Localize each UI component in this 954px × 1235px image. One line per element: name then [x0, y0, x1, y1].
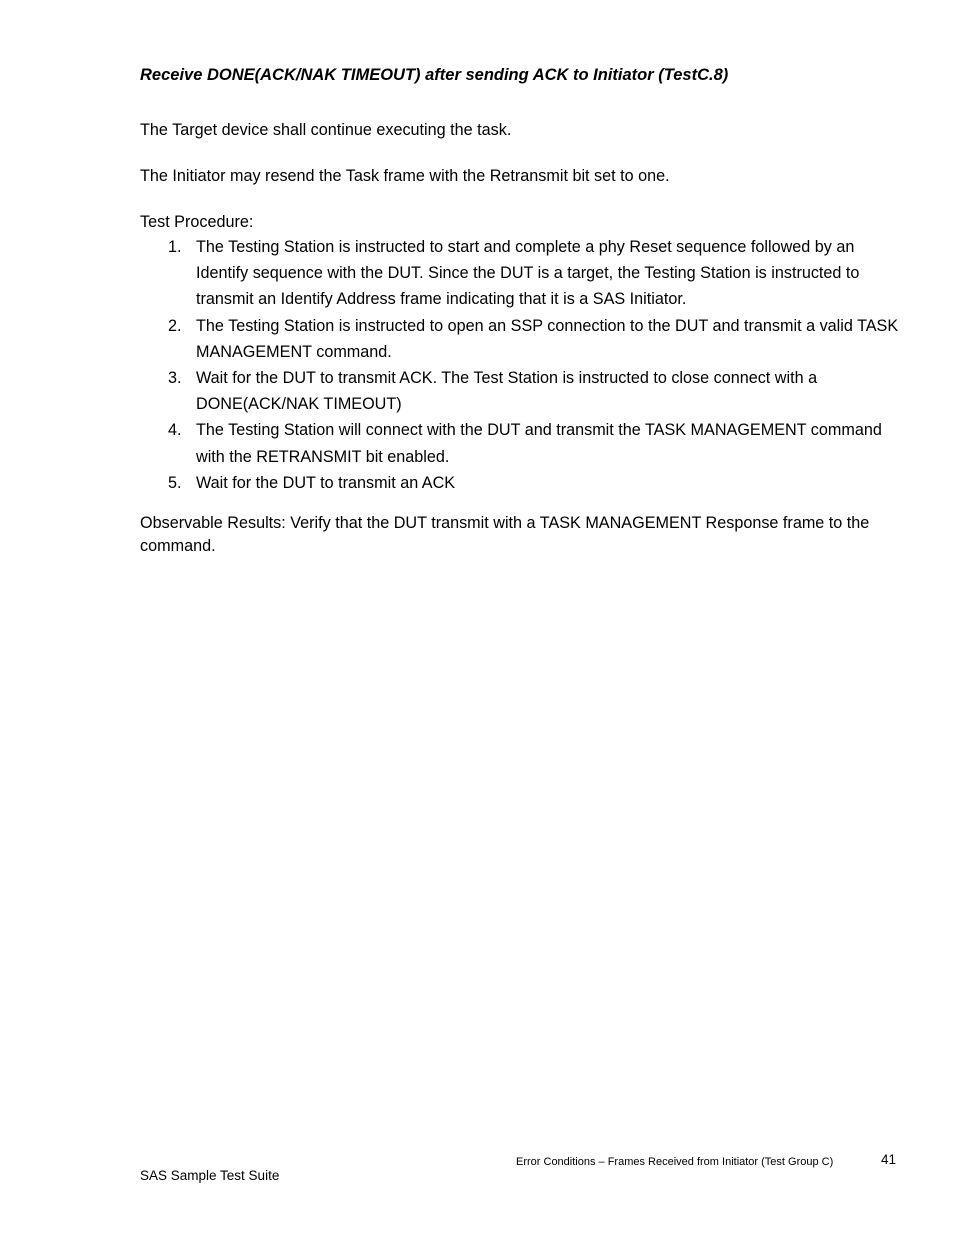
- footer-section-title: Error Conditions – Frames Received from Initiator (Test Group C): [516, 1156, 834, 1168]
- step-text: Wait for the DUT to transmit an ACK: [196, 473, 456, 492]
- step-text: The Testing Station is instructed to start and complete a phy Reset sequence followed by an Identify sequence with the DUT. Since the DUT is a target, the Testing Station is instructed to transmit an Identify Address frame indicating that it is a SAS Initiator.: [196, 238, 860, 309]
- observable-results: Observable Results: Verify that the DUT transmit with a TASK MANAGEMENT Response frame to the command.: [140, 514, 870, 555]
- page-number: 41: [881, 1152, 897, 1167]
- step-number: 4.: [168, 421, 182, 440]
- test-procedure-label: Test Procedure:: [140, 213, 254, 231]
- footer-document-title: SAS Sample Test Suite: [140, 1168, 280, 1183]
- step-number: 5.: [168, 473, 182, 492]
- procedure-step: [140, 365, 900, 417]
- step-text: The Testing Station will connect with the DUT and transmit the TASK MANAGEMENT command with the RETRANSMIT bit enabled.: [196, 421, 882, 466]
- step-number: 1.: [168, 238, 182, 256]
- step-number: 3.: [168, 369, 182, 388]
- step-text: The Testing Station is instructed to open an SSP connection to the DUT and transmit a valid TASK MANAGEMENT command.: [196, 316, 899, 361]
- paragraph-target-behavior: The Target device shall continue executing the task.: [140, 121, 512, 139]
- section-heading: Receive DONE(ACK/NAK TIMEOUT) after sending ACK to Initiator (TestC.8): [140, 66, 729, 84]
- procedure-step: [140, 313, 900, 365]
- procedure-step: [140, 417, 900, 469]
- paragraph-initiator-behavior: The Initiator may resend the Task frame with the Retransmit bit set to one.: [140, 167, 670, 185]
- step-text: Wait for the DUT to transmit ACK. The Test Station is instructed to close connect with a DONE(ACK/NAK TIMEOUT): [196, 369, 818, 414]
- step-number: 2.: [168, 316, 182, 335]
- procedure-step: [140, 234, 900, 313]
- procedure-steps-list: [140, 234, 900, 496]
- procedure-step: [140, 470, 900, 496]
